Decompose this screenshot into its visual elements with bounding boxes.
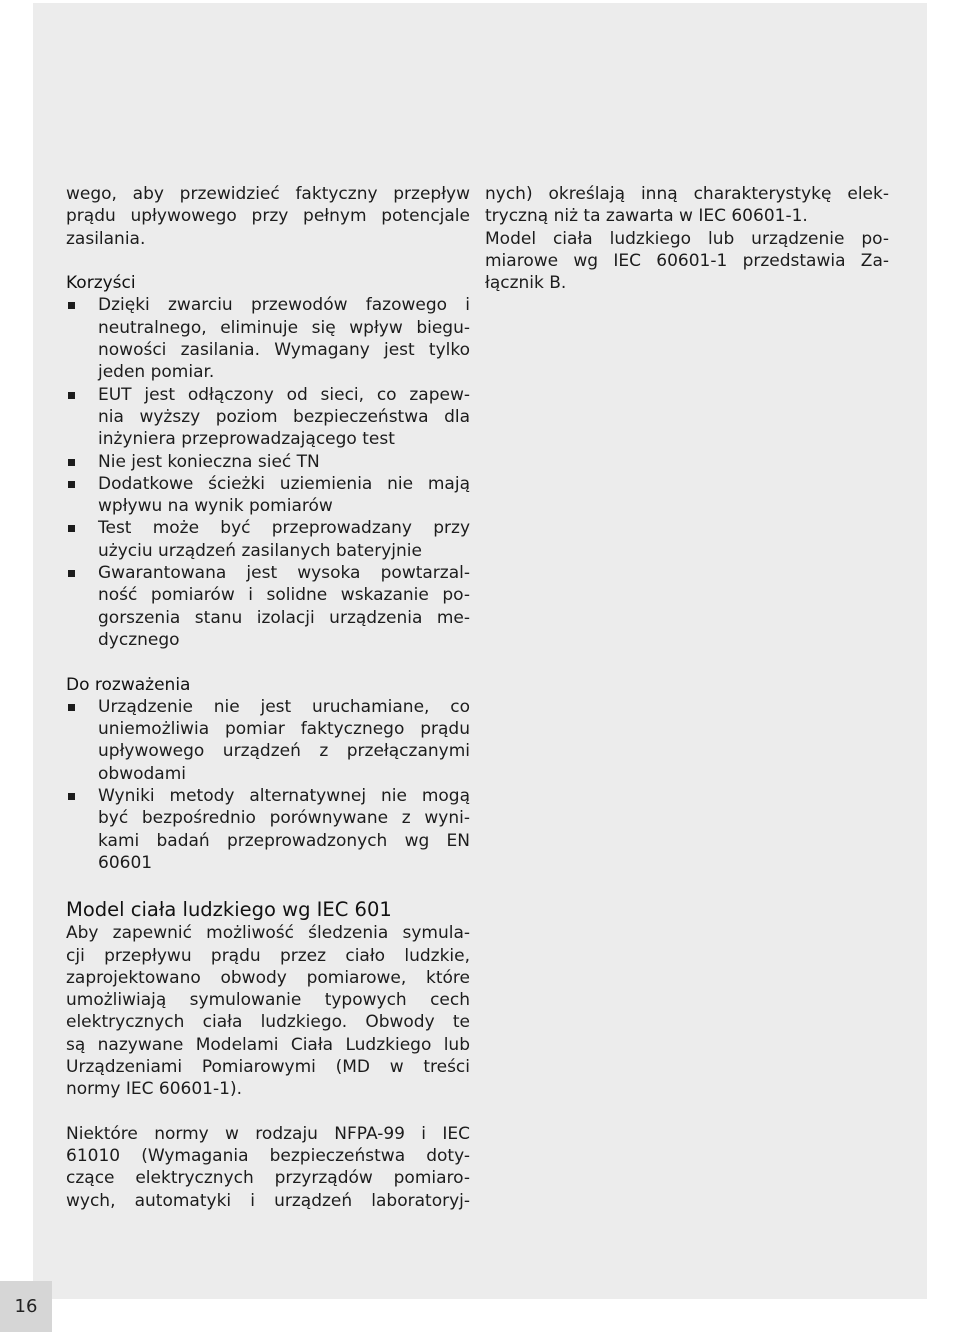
text-line: elektrycznych ciała ludzkiego. Obwody te — [66, 1012, 470, 1033]
body-model-paragraph — [66, 922, 470, 1100]
list-item — [66, 696, 470, 785]
text-line: gorszenia stanu izolacji urządzenia me- — [98, 607, 470, 628]
text-line: są nazywane Modelami Ciała Ludzkiego lub — [66, 1034, 470, 1055]
text-line: czące elektrycznych przyrządów pomiaro- — [66, 1168, 470, 1189]
text-line: zaprojektowano obwody pomiarowe, które — [66, 967, 470, 988]
right-column — [485, 183, 889, 294]
text-line: 61010 (Wymagania bezpieczeństwa doty- — [66, 1146, 470, 1167]
text-line: Test może być przeprowadzany przy — [98, 518, 470, 539]
text-line: kami badań przeprowadzonych wg EN — [98, 830, 470, 851]
text-line: EUT jest odłączony od sieci, co zapew- — [98, 384, 470, 405]
text-line: Urządzenie nie jest uruchamiane, co — [98, 696, 470, 717]
text-line: Nie jest konieczna sieć TN — [98, 451, 320, 472]
considerations-heading: Do rozważenia — [66, 674, 191, 695]
text-line: miarowe wg IEC 60601-1 przedstawia Za- — [485, 250, 889, 271]
left-column — [66, 183, 470, 1212]
list-item — [66, 473, 470, 518]
text-line: nowości zasilania. Wymagany jest tylko — [98, 340, 470, 361]
text-line: cji przepływu prądu przez ciało ludzkie, — [66, 945, 470, 966]
text-line: wych, automatyki i urządzeń laboratoryj- — [66, 1190, 470, 1211]
text-line: jeden pomiar. — [98, 362, 215, 383]
text-line: użyciu urządzeń zasilanych bateryjnie — [98, 540, 422, 561]
bullet-icon — [68, 525, 75, 532]
text-line: łącznik B. — [485, 273, 567, 294]
benefits-list — [66, 294, 470, 651]
bullet-icon — [68, 570, 75, 577]
text-line: wpływu na wynik pomiarów — [98, 496, 333, 517]
text-line: Model ciała ludzkiego lub urządzenie po- — [485, 228, 889, 249]
text-line: umożliwiają symulowanie typowych cech — [66, 990, 470, 1011]
text-line: uniemożliwia pomiar faktycznego prądu — [98, 719, 470, 740]
text-line: prądu upływowego przy pełnym potencjale — [66, 206, 470, 227]
bullet-icon — [68, 302, 75, 309]
text-line: być bezpośrednio porównywane z wyni- — [98, 808, 470, 829]
text-line: obwodami — [98, 763, 186, 784]
bullet-icon — [68, 481, 75, 488]
text-line: tryczną niż ta zawarta w IEC 60601-1. — [485, 206, 808, 227]
text-line: upływowego urządzeń z przełączanymi — [98, 741, 470, 762]
text-line: Aby zapewnić możliwość śledzenia symula- — [66, 923, 470, 944]
list-item — [66, 517, 470, 562]
list-item — [66, 562, 470, 651]
bullet-icon — [68, 704, 75, 711]
text-line: Wyniki metody alternatywnej nie mogą — [98, 786, 470, 807]
bullet-icon — [68, 459, 75, 466]
text-line: nych) określają inną charakterystykę elek- — [485, 184, 889, 204]
text-line: Urządzeniami Pomiarowymi (MD w treści — [66, 1056, 470, 1077]
list-item — [66, 294, 470, 383]
text-line: Dzięki zwarciu przewodów fazowego i — [98, 295, 470, 316]
text-line: nia wyższy poziom bezpieczeństwa dla — [98, 406, 470, 427]
text-line: Gwarantowana jest wysoka powtarzal- — [98, 563, 470, 584]
list-item — [66, 785, 470, 874]
text-line: ność pomiarów i solidne wskazanie po- — [98, 585, 470, 606]
standards-paragraph — [66, 1123, 470, 1212]
list-item — [66, 384, 470, 451]
continuation-paragraph — [485, 183, 889, 294]
text-line: zasilania. — [66, 228, 146, 249]
bullet-icon — [68, 392, 75, 399]
bullet-icon — [68, 793, 75, 800]
text-line: Niektóre normy w rodzaju NFPA-99 i IEC — [66, 1123, 470, 1144]
text-line: dycznego — [98, 629, 180, 650]
list-item — [66, 451, 470, 473]
text-line: Dodatkowe ścieżki uziemienia nie mają — [98, 473, 470, 494]
considerations-list — [66, 696, 470, 874]
intro-paragraph — [66, 183, 470, 250]
text-line: wego, aby przewidzieć faktyczny przepływ — [66, 184, 470, 204]
text-line: 60601 — [98, 852, 153, 873]
text-line: inżyniera przeprowadzającego test — [98, 429, 395, 450]
text-line: normy IEC 60601-1). — [66, 1079, 242, 1100]
text-line: neutralnego, eliminuje się wpływ biegu- — [98, 317, 470, 338]
page-number: 16 — [14, 1296, 38, 1317]
body-model-heading: Model ciała ludzkiego wg IEC 601 — [66, 898, 392, 922]
benefits-heading: Korzyści — [66, 273, 136, 294]
